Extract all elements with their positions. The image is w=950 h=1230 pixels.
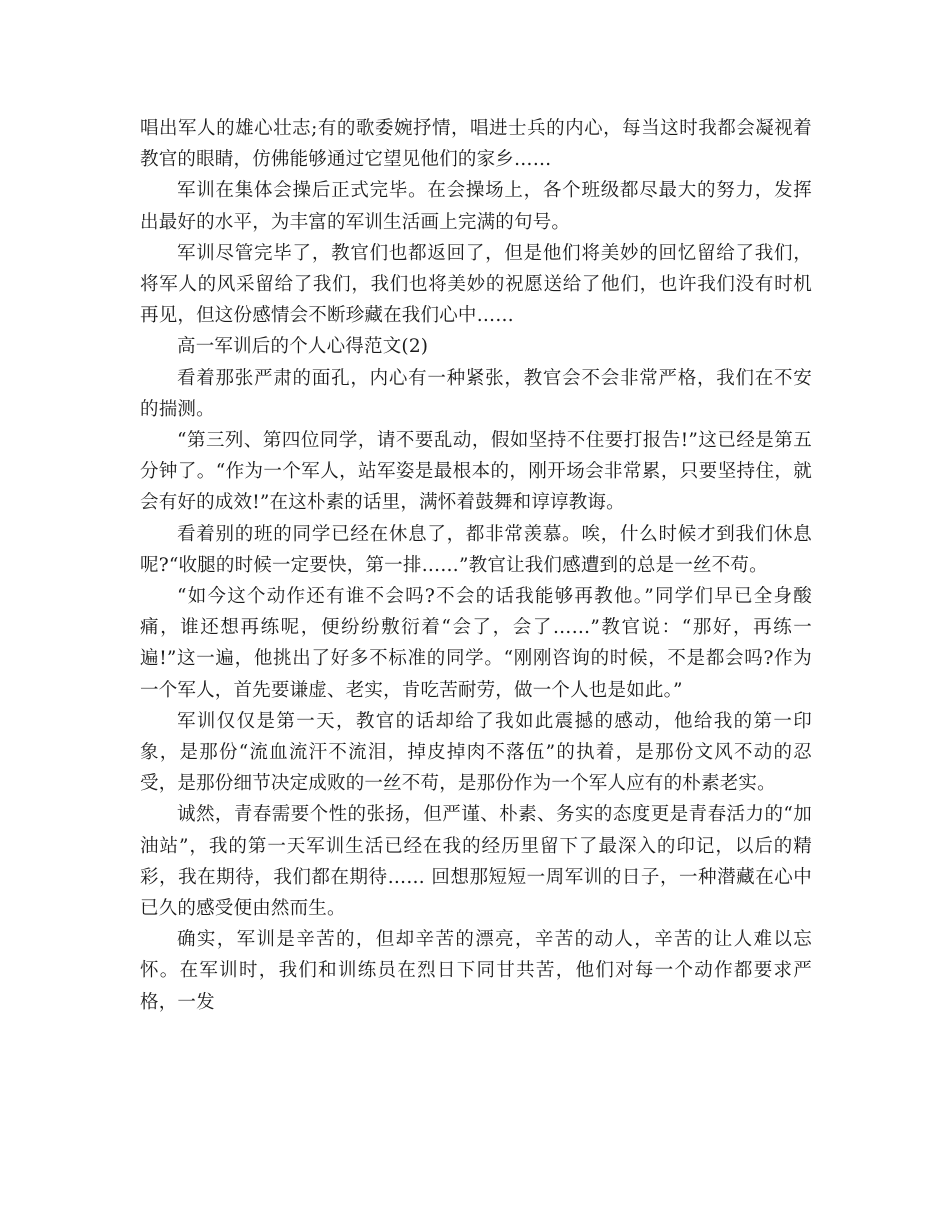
paragraph: 军训尽管完毕了，教官们也都返回了，但是他们将美妙的回忆留给了我们，将军人的风采留给了我们，我们也将美妙的祝愿送给了他们，也许我们没有时机再见，但这份感情会不断珍藏在我们心中…… [140,242,812,327]
paragraph: 军训仅仅是第一天，教官的话却给了我如此震撼的感动，他给我的第一印象，是那份“流血流汗不流泪，掉皮掉肉不落伍”的执着，是那份文风不动的忍受，是那份细节决定成败的一丝不苟，是那份作为一个军人应有的朴素老实。 [140,710,812,795]
paragraph: 确实，军训是辛苦的，但却辛苦的漂亮，辛苦的动人，辛苦的让人难以忘怀。在军训时，我们和训练员在烈日下同甘共苦，他们对每一个动作都要求严格，一发 [140,929,812,1013]
paragraph-continuation: 唱出军人的雄心壮志;有的歌委婉抒情，唱进士兵的内心，每当这时我都会凝视着教官的眼睛，仿佛能够通过它望见他们的家乡…… [140,118,812,171]
paragraph: 看着别的班的同学已经在休息了，都非常羡慕。唉，什么时候才到我们休息呢?“收腿的时候一定要快，第一排……”教官让我们感遭到的总是一丝不苟。 [140,523,812,576]
paragraph: 军训在集体会操后正式完毕。在会操场上，各个班级都尽最大的努力，发挥出最好的水平，为丰富的军训生活画上完满的句号。 [140,180,812,233]
document-body [140,113,812,1018]
section-heading: 高一军训后的个人心得范文(2) [177,336,429,358]
paragraph: 诚然，青春需要个性的张扬，但严谨、朴素、务实的态度更是青春活力的“加油站”，我的第一天军训生活已经在我的经历里留下了最深入的印记，以后的精彩，我在期待，我们都在期待…… 回想那短短一周军训的日子，一种潜藏在心中已久的感受便由然而生。 [140,804,812,920]
paragraph: 看着那张严肃的面孔，内心有一种紧张，教官会不会非常严格，我们在不安的揣测。 [140,367,812,420]
paragraph: “如今这个动作还有谁不会吗?不会的话我能够再教他。”同学们早已全身酸痛，谁还想再练呢，便纷纷敷衍着“会了，会了……”教官说：“那好，再练一遍!”这一遍，他挑出了好多不标准的同学。“刚刚咨询的时候，不是都会吗?作为一个军人，首先要谦虚、老实，肯吃苦耐劳，做一个人也是如此。” [140,586,812,701]
paragraph: “第三列、第四位同学，请不要乱动，假如坚持不住要打报告!”这已经是第五分钟了。“作为一个军人，站军姿是最根本的，刚开场会非常累，只要坚持住，就会有好的成效!”在这朴素的话里，满怀着鼓舞和谆谆教诲。 [140,430,812,514]
